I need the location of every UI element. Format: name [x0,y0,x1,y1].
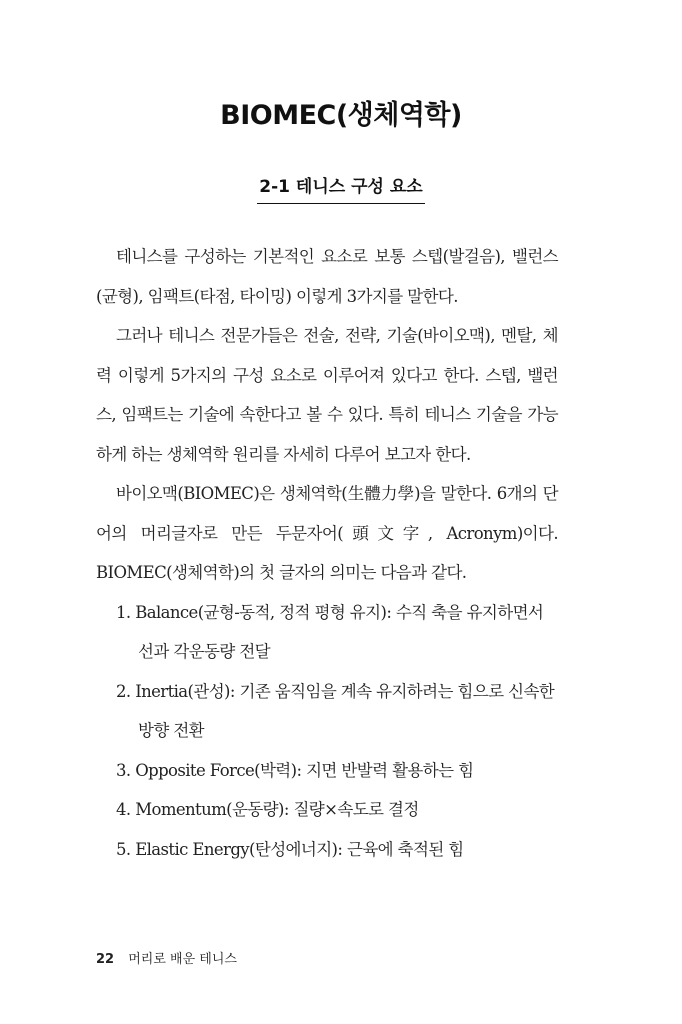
list-item-balance: 1. Balance(균형-동적, 정적 평형 유지): 수직 축을 유지하면서 선과 각운동량 전달 [116,602,544,661]
page-number: 22 [96,952,115,967]
list-item-elastic-energy: 5. Elastic Energy(탄성에너지): 근육에 축적된 힘 [116,839,464,859]
section-title: 2-1 테니스 구성 요소 [257,172,424,204]
paragraph-3: 바이오맥(BIOMEC)은 생체역학(生體力學)을 말한다. 6개의 단어의 머리글자로 만든 두문자어(頭文字, Acronym)이다. BIOMEC(생체역학)의 첫 글자의 의미는 다음과 같다. [96,484,558,582]
biomec-list [96,593,558,870]
book-title: 머리로 배운 테니스 [128,952,237,967]
body-text [96,237,558,869]
paragraph-2: 그러나 테니스 전문가들은 전술, 전략, 기술(바이오맥), 멘탈, 체력 이렇게 5가지의 구성 요소로 이루어져 있다고 한다. 스텝, 밸런스, 임팩트는 기술에 속한다고 볼 수 있다. 특히 테니스 기술을 가능하게 하는 생체역학 원리를 자세히 다루어 보고자 한다. [96,326,558,464]
list-item-opposite-force: 3. Opposite Force(박력): 지면 반발력 활용하는 힘 [116,760,474,780]
page-footer [96,948,237,967]
list-item-momentum: 4. Momentum(운동량): 질량×속도로 결정 [116,800,419,819]
section-heading [0,172,682,204]
paragraph-1: 테니스를 구성하는 기본적인 요소로 보통 스텝(발걸음), 밸런스(균형), 임팩트(타점, 타이밍) 이렇게 3가지를 말한다. [96,247,558,306]
list-item-inertia: 2. Inertia(관성): 기존 움직임을 계속 유지하려는 힘으로 신속한 방향 전환 [116,681,555,740]
chapter-title: BIOMEC(생체역학) [220,100,462,131]
